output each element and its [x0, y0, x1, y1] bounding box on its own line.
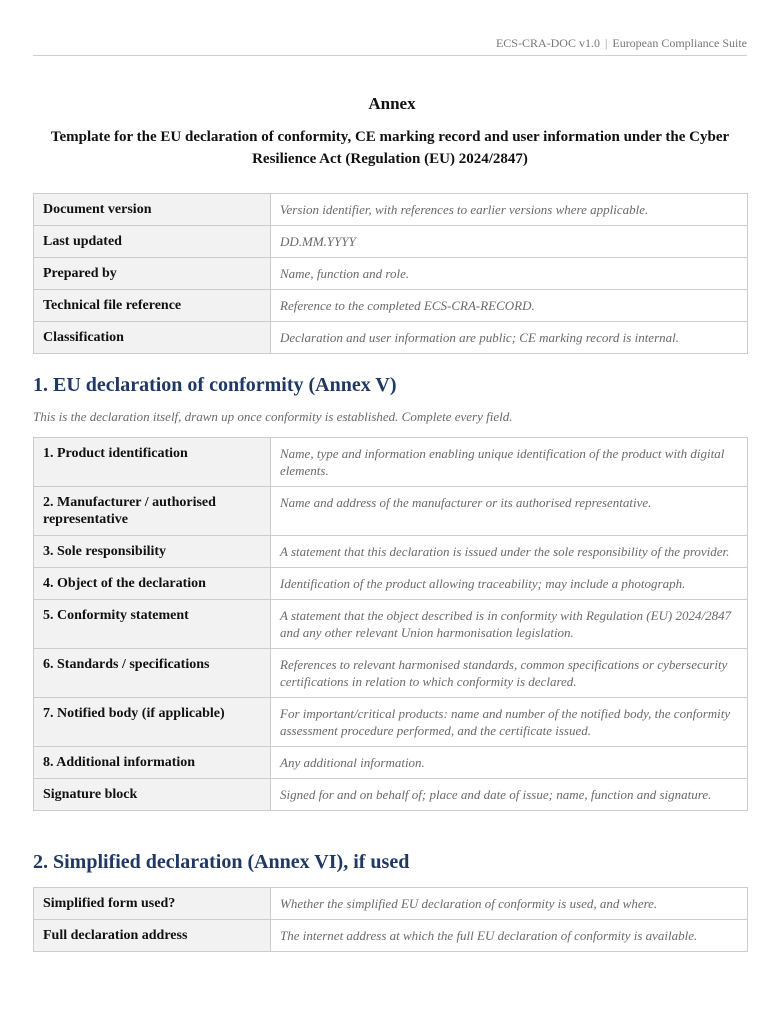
row-label: Prepared by	[34, 258, 271, 290]
table-row	[34, 600, 748, 649]
table-row	[34, 290, 748, 322]
row-value: For important/critical products: name and number of the notified body, the conformity assessment procedure performed, and the certificate issued.	[271, 698, 748, 747]
row-value: A statement that the object described is in conformity with Regulation (EU) 2024/2847 and any other relevant Union harmonisation legislation.	[271, 600, 748, 649]
row-label: Signature block	[34, 779, 271, 811]
section1-heading: 1. EU declaration of conformity (Annex V)	[33, 374, 397, 396]
metadata-table	[33, 193, 748, 354]
header-doc-id: ECS-CRA-DOC v1.0	[495, 36, 600, 50]
declaration-table	[33, 437, 748, 811]
row-label: Technical file reference	[34, 290, 271, 322]
row-value: DD.MM.YYYY	[271, 226, 748, 258]
row-label: Full declaration address	[34, 920, 271, 952]
row-label: 8. Additional information	[34, 747, 271, 779]
table-row	[34, 194, 748, 226]
table-row	[34, 649, 748, 698]
header-suite: European Compliance Suite	[612, 36, 747, 50]
header-text	[496, 36, 747, 51]
row-value: A statement that this declaration is issued under the sole responsibility of the provider.	[271, 536, 748, 568]
row-value: The internet address at which the full EU declaration of conformity is available.	[271, 920, 748, 952]
row-value: Version identifier, with references to earlier versions where applicable.	[271, 194, 748, 226]
row-value: Declaration and user information are public; CE marking record is internal.	[271, 322, 748, 354]
table-row	[34, 322, 748, 354]
row-value: Reference to the completed ECS-CRA-RECORD.	[271, 290, 748, 322]
page-title: Annex	[368, 94, 416, 113]
table-row	[34, 438, 748, 487]
table-row	[34, 487, 748, 536]
row-value: Name, function and role.	[271, 258, 748, 290]
row-label: Simplified form used?	[34, 888, 271, 920]
row-value: Any additional information.	[271, 747, 748, 779]
row-value: Whether the simplified EU declaration of conformity is used, and where.	[271, 888, 748, 920]
table-row	[34, 698, 748, 747]
table-row	[34, 888, 748, 920]
row-label: Document version	[34, 194, 271, 226]
row-label: Last updated	[34, 226, 271, 258]
row-label: 5. Conformity statement	[34, 600, 271, 649]
row-label: 3. Sole responsibility	[34, 536, 271, 568]
header-separator: |	[604, 36, 608, 50]
page-header	[33, 0, 747, 56]
table-row	[34, 226, 748, 258]
table-row	[34, 779, 748, 811]
row-value: References to relevant harmonised standards, common specifications or cybersecurity certifications in relation to which conformity is declared.	[271, 649, 748, 698]
row-label: 1. Product identification	[34, 438, 271, 487]
table-row	[34, 920, 748, 952]
section1-intro: This is the declaration itself, drawn up once conformity is established. Complete every field.	[33, 409, 513, 424]
section2-heading: 2. Simplified declaration (Annex VI), if used	[33, 851, 410, 873]
row-label: 6. Standards / specifications	[34, 649, 271, 698]
table-row	[34, 568, 748, 600]
table-row	[34, 747, 748, 779]
row-value: Identification of the product allowing traceability; may include a photograph.	[271, 568, 748, 600]
table-row	[34, 258, 748, 290]
row-label: 7. Notified body (if applicable)	[34, 698, 271, 747]
row-label: 2. Manufacturer / authorised representative	[34, 487, 271, 536]
row-value: Name, type and information enabling unique identification of the product with digital elements.	[271, 438, 748, 487]
row-label: 4. Object of the declaration	[34, 568, 271, 600]
page-subtitle: Template for the EU declaration of conformity, CE marking record and user information under the Cyber Resilience Act (Regulation (EU) 2024/2847)	[50, 129, 730, 167]
row-value: Signed for and on behalf of; place and date of issue; name, function and signature.	[271, 779, 748, 811]
simplified-declaration-table	[33, 887, 748, 952]
table-row	[34, 536, 748, 568]
row-value: Name and address of the manufacturer or its authorised representative.	[271, 487, 748, 536]
row-label: Classification	[34, 322, 271, 354]
